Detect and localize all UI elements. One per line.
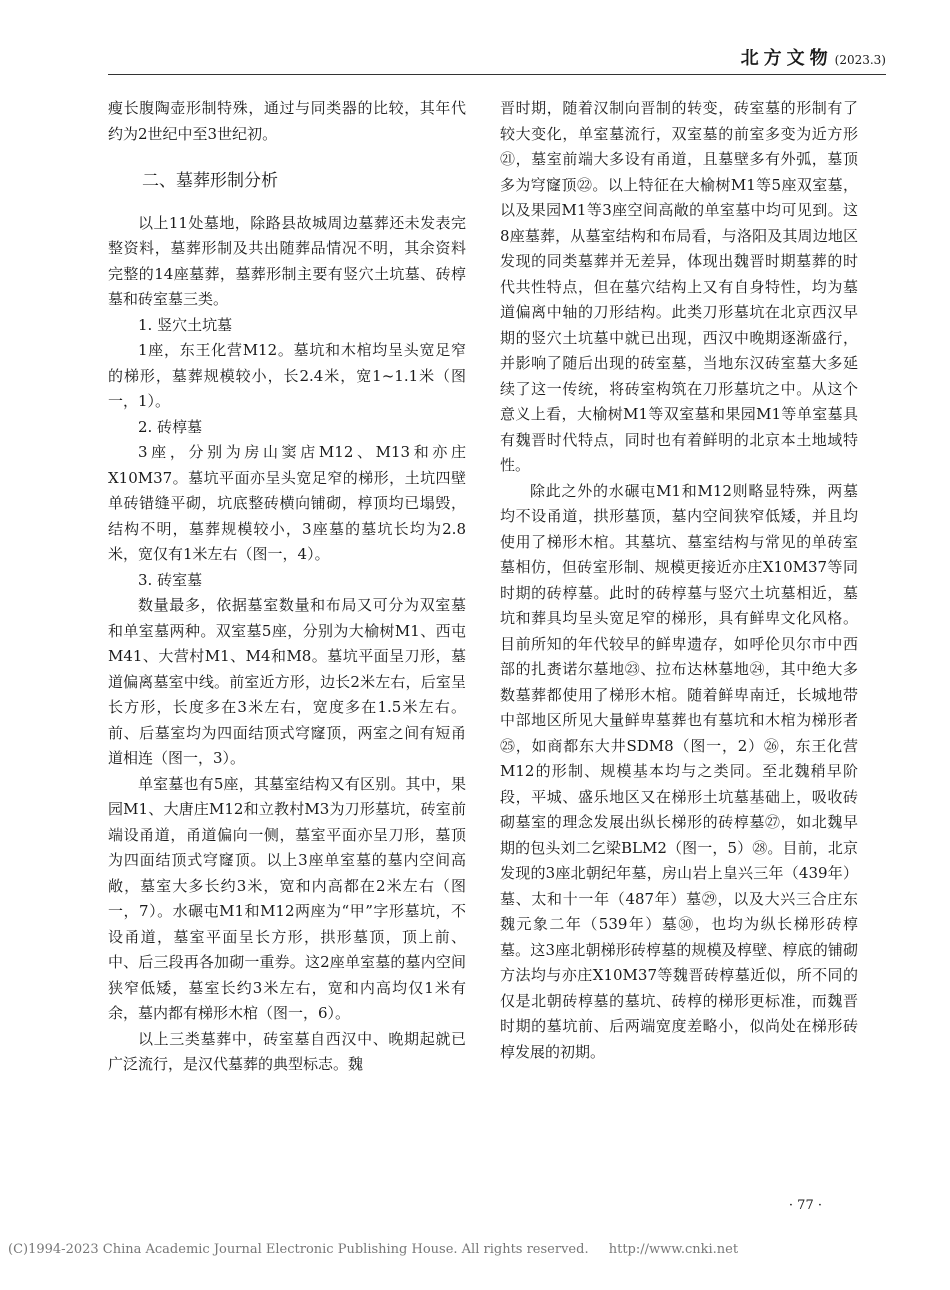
body-paragraph: 数量最多，依据墓室数量和布局又可分为双室墓和单室墓两种。双室墓5座，分别为大榆树M1、西屯M41、大营村M1、M4和M8。墓坑平面呈刀形，墓道偏离墓室中线。前室近方形，边长2米左右，后室呈长方形，长度多在3米左右，宽度多在1.5米左右。前、后墓室均为四面结顶式穹窿顶，两室之间有短甬道相连（图一，3）。 xyxy=(108,596,466,767)
subheading: 2. 砖椁墓 xyxy=(138,417,203,436)
body-paragraph: 单室墓也有5座，其墓室结构又有区别。其中，果园M1、大唐庄M12和立教村M3为刀形墓坑，砖室前端设甬道，甬道偏向一侧，墓室平面亦呈刀形，墓顶为四面结顶式穹窿顶。以上3座单室墓的墓内空间高敞，墓室大多长约3米，宽和内高都在2米左右（图一，7）。水碾屯M1和M12两座为“甲”字形墓坑，不设甬道，墓室平面呈长方形，拱形墓顶，顶上前、中、后三段再各加砌一重券。这2座单室墓的墓内空间狭窄低矮，墓室长约3米左右，宽和内高均仅1米有余，墓内都有梯形木棺（图一，6）。 xyxy=(108,774,466,1022)
intro-paragraph: 瘦长腹陶壶形制特殊，通过与同类器的比较，其年代约为2世纪中至3世纪初。 xyxy=(108,99,466,143)
subheading: 1. 竖穴土坑墓 xyxy=(138,315,233,334)
left-column xyxy=(108,96,466,1078)
body-paragraph: 除此之外的水碾屯M1和M12则略显特殊，两墓均不设甬道，拱形墓顶，墓内空间狭窄低矮，并且均使用了梯形木棺。其墓坑、墓室结构与常见的单砖室墓相仿，但砖室形制、规模更接近亦庄X10M37等同时期的砖椁墓。此时的砖椁墓与竖穴土坑墓相近，墓坑和葬具均呈头宽足窄的梯形，具有鲜卑文化风格。目前所知的年代较早的鲜卑遗存，如呼伦贝尔市中西部的扎赉诺尔墓地㉓、拉布达林墓地㉔，其中绝大多数墓葬都使用了梯形木棺。随着鲜卑南迁，长城地带中部地区所见大量鲜卑墓葬也有墓坑和木棺为梯形者㉕，如商都东大井SDM8（图一，2）㉖，东王化营M12的形制、规模基本均与之类同。至北魏稍早阶段，平城、盛乐地区又在梯形土坑墓基础上，吸收砖砌墓室的理念发展出纵长梯形的砖椁墓㉗，如北魏早期的包头刘二乞梁BLM2（图一，5）㉘。目前，北京发现的3座北朝纪年墓，房山岩上皇兴三年（439年）墓、太和十一年（487年）墓㉙，以及大兴三合庄东魏元象二年（539年）墓㉚，也均为纵长梯形砖椁墓。这3座北朝梯形砖椁墓的规模及椁壁、椁底的铺砌方法均与亦庄X10M37等魏晋砖椁墓近似，所不同的仅是北朝砖椁墓的墓坑、砖椁的梯形更标准，而魏晋时期的墓坑前、后两端宽度差略小，似尚处在梯形砖椁发展的初期。 xyxy=(500,481,858,1061)
journal-name: 北方文物 xyxy=(740,48,833,69)
body-paragraph: 以上11处墓地，除路县故城周边墓葬还未发表完整资料，墓葬形制及共出随葬品情况不明，其余资料完整的14座墓葬，墓葬形制主要有竖穴土坑墓、砖椁墓和砖室墓三类。 xyxy=(108,213,466,308)
header-divider xyxy=(108,74,886,75)
section-heading: 二、墓葬形制分析 xyxy=(142,171,278,191)
body-paragraph: 以上三类墓葬中，砖室墓自西汉中、晚期起就已广泛流行，是汉代墓葬的典型标志。魏 xyxy=(108,1029,466,1073)
subheading: 3. 砖室墓 xyxy=(138,570,203,589)
right-column xyxy=(500,96,858,1065)
copyright-footer xyxy=(8,1242,738,1257)
body-paragraph: 晋时期，随着汉制向晋制的转变，砖室墓的形制有了较大变化，单室墓流行，双室墓的前室多变为近方形㉑，墓室前端大多设有甬道，且墓壁多有外弧，墓顶多为穹窿顶㉒。以上特征在大榆树M1等5座双室墓，以及果园M1等3座空间高敞的单室墓中均可见到。这8座墓葬，从墓室结构和布局看，与洛阳及其周边地区发现的同类墓葬并无差异，体现出魏晋时期墓葬的时代共性特点，但在墓穴结构上又有自身特性，均为墓道偏离中轴的刀形结构。此类刀形墓坑在北京西汉早期的竖穴土坑墓中就已出现，西汉中晚期逐渐盛行，并影响了随后出现的砖室墓，当地东汉砖室墓大多延续了这一传统，将砖室构筑在刀形墓坑之中。从这个意义上看，大榆树M1等双室墓和果园M1等单室墓具有魏晋时代特点，同时也有着鲜明的北京本土地域特性。 xyxy=(500,99,858,474)
page-number: · 77 · xyxy=(788,1198,822,1213)
copyright-text: (C)1994-2023 China Academic Journal Electronic Publishing House. All rights reserved. xyxy=(8,1242,589,1257)
journal-issue: (2023.3) xyxy=(834,53,886,67)
body-paragraph: 3座，分别为房山窦店M12、M13和亦庄X10M37。墓坑平面亦呈头宽足窄的梯形，土坑四壁单砖错缝平砌，坑底整砖横向铺砌，椁顶均已塌毁，结构不明，墓葬规模较小，3座墓的墓坑长均为2.8米，宽仅有1米左右（图一，4）。 xyxy=(108,443,466,563)
body-paragraph: 1座，东王化营M12。墓坑和木棺均呈头宽足窄的梯形，墓葬规模较小，长2.4米，宽1~1.1米（图一，1）。 xyxy=(108,341,466,410)
running-header xyxy=(741,44,886,70)
footer-url[interactable]: http://www.cnki.net xyxy=(608,1242,739,1257)
